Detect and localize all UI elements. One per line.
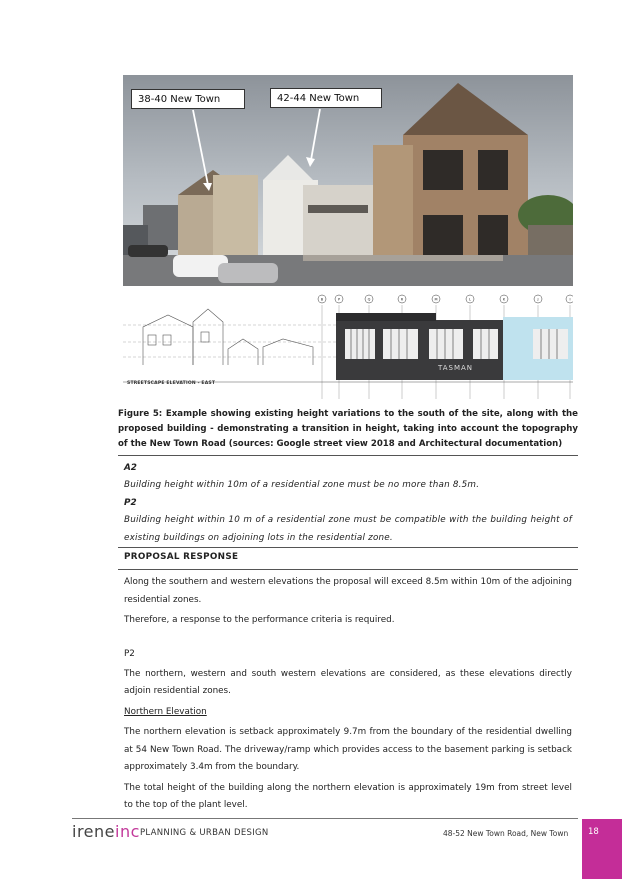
grid-marker-label: L	[469, 297, 471, 302]
figure-caption: Figure 5: Example showing existing height variations to the south of the site, along with the proposed building - demonstrating a transition in height, taking into account the topography of the New Town Road (sources: Google street view 2018 and Architectural documentation)	[118, 409, 578, 449]
assessment-table	[118, 455, 578, 819]
grid-marker-label: M	[434, 297, 438, 302]
elevation-title: STREETSCAPE ELEVATION - EAST	[127, 381, 216, 386]
response-para-5: The total height of the building along the northern elevation is approximately 19m from street level to the top of the plant level.	[124, 782, 572, 810]
photo-label-38-40: 38-40 New Town	[131, 89, 245, 109]
northern-elevation-heading: Northern Elevation	[124, 706, 207, 717]
building-sign: TASMAN	[438, 364, 474, 372]
page-number: 18	[588, 827, 599, 837]
response-para-3: The northern, western and south western elevations are considered, as these elevations directly adjoin residential zones.	[124, 669, 572, 697]
response-p2-label: P2	[124, 648, 135, 659]
grid-marker-label: B	[320, 297, 324, 302]
grid-marker-label: P	[337, 297, 341, 302]
requirements-cell	[118, 460, 578, 547]
response-para-4: The northern elevation is setback approximately 9.7m from the boundary of the residential dwelling at 54 New Town Road. The driveway/ramp which provides access to the basement parking is setback approximately 3.4m from the boundary.	[124, 727, 572, 773]
photo-label-42-44: 42-44 New Town	[270, 88, 382, 108]
logo-tagline: PLANNING & URBAN DESIGN	[140, 828, 269, 838]
footer-address: 48-52 New Town Road, New Town	[443, 829, 569, 838]
p2-text: Building height within 10 m of a residential zone must be compatible with the building height of existing buildings on adjoining lots in the residential zone.	[124, 515, 572, 543]
a2-text: Building height within 10m of a residential zone must be no more than 8.5m.	[124, 480, 480, 491]
company-logo	[72, 822, 140, 841]
a2-label: A2	[124, 463, 137, 473]
p2-label: P2	[124, 497, 137, 508]
grid-marker-label: R	[400, 297, 404, 302]
grid-marker-label: Q	[367, 297, 371, 302]
grid-marker-label: K	[502, 297, 506, 302]
logo-accent-text: inc	[115, 822, 140, 841]
footer-divider	[72, 818, 578, 819]
response-para-2: Therefore, a response to the performance criteria is required.	[124, 615, 395, 626]
response-cell	[118, 569, 578, 819]
grid-marker-label: J	[537, 297, 539, 302]
grid-marker-label: I	[569, 297, 571, 302]
response-para-1: Along the southern and western elevations the proposal will exceed 8.5m within 10m of the adjoining residential zones.	[124, 577, 572, 605]
proposal-response-header: PROPOSAL RESPONSE	[118, 547, 578, 569]
streetscape-elevation-drawing	[123, 287, 573, 403]
street-photo	[123, 75, 573, 286]
logo-main-text: irene	[72, 822, 115, 841]
